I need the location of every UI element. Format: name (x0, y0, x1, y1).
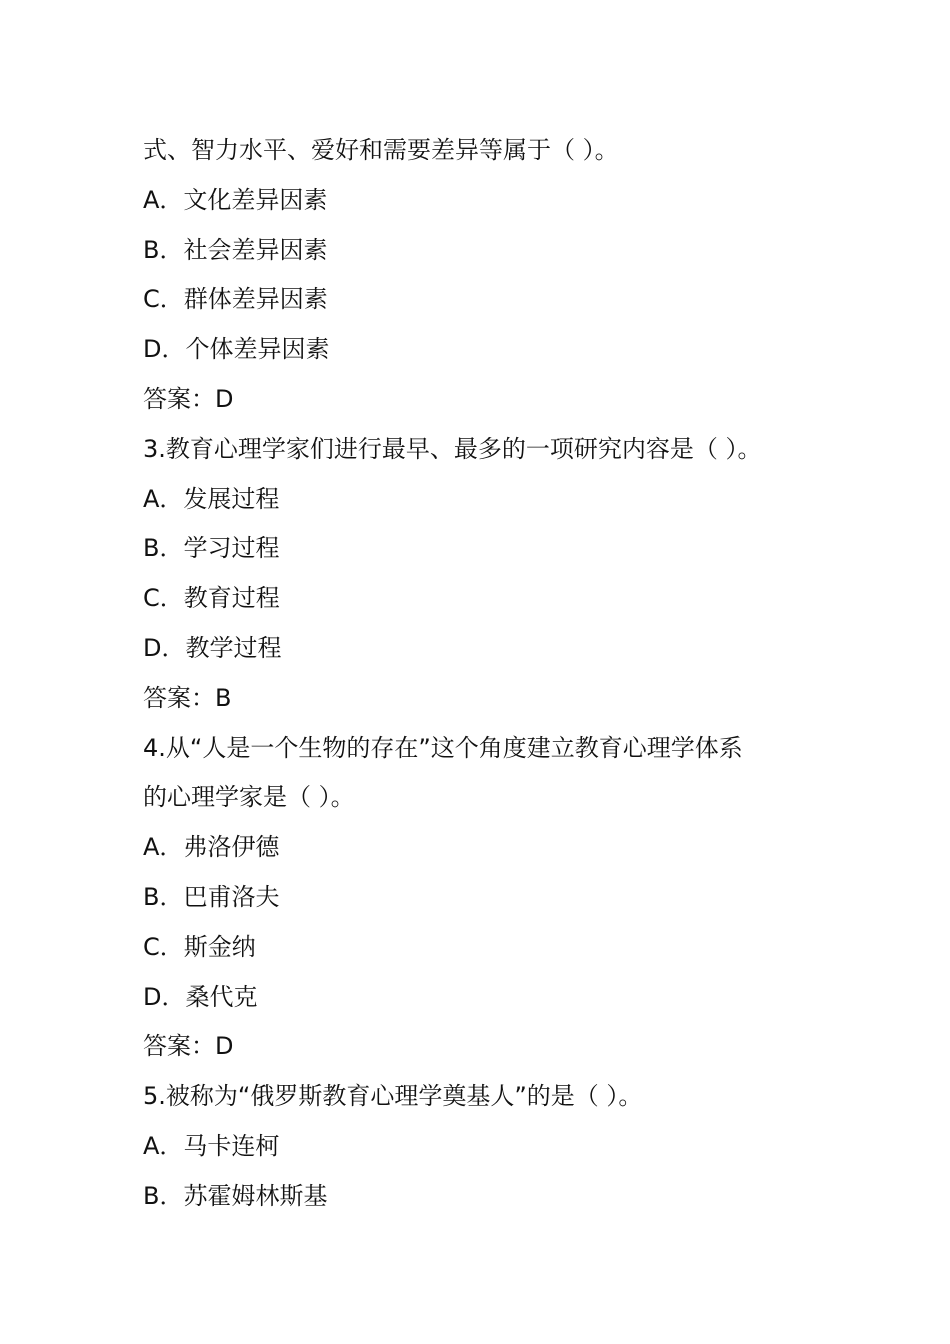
option-a: A．弗洛伊德 (143, 833, 280, 862)
option-a: A．文化差异因素 (143, 185, 328, 214)
option-c: C．斯金纳 (143, 932, 256, 961)
question-4-stem-continued: 的心理学家是（ ）。 (143, 783, 355, 812)
option-a: A．发展过程 (143, 484, 280, 513)
option-d: D．个体差异因素 (143, 335, 330, 364)
option-c: C．群体差异因素 (143, 285, 328, 314)
document-body (143, 126, 813, 1222)
option-b: B．苏霍姆林斯基 (143, 1181, 328, 1210)
question-5-stem: 5.被称为“俄罗斯教育心理学奠基人”的是（ ）。 (143, 1082, 643, 1111)
question-4-stem: 4.从“人是一个生物的存在”这个角度建立教育心理学体系 (143, 733, 743, 762)
option-b: B．学习过程 (143, 534, 280, 563)
option-b: B．巴甫洛夫 (143, 882, 280, 911)
option-d: D．教学过程 (143, 633, 282, 662)
question-2-stem-continued: 式、智力水平、爱好和需要差异等属于（ ）。 (143, 136, 619, 164)
option-d: D．桑代克 (143, 982, 258, 1011)
answer-line: 答案：D (143, 384, 234, 413)
answer-line: 答案：D (143, 1032, 234, 1061)
question-3-stem: 3.教育心理学家们进行最早、最多的一项研究内容是（ ）。 (143, 434, 762, 463)
option-a: A．马卡连柯 (143, 1131, 280, 1160)
answer-line: 答案：B (143, 683, 232, 712)
option-b: B．社会差异因素 (143, 235, 328, 264)
option-c: C．教育过程 (143, 584, 280, 613)
